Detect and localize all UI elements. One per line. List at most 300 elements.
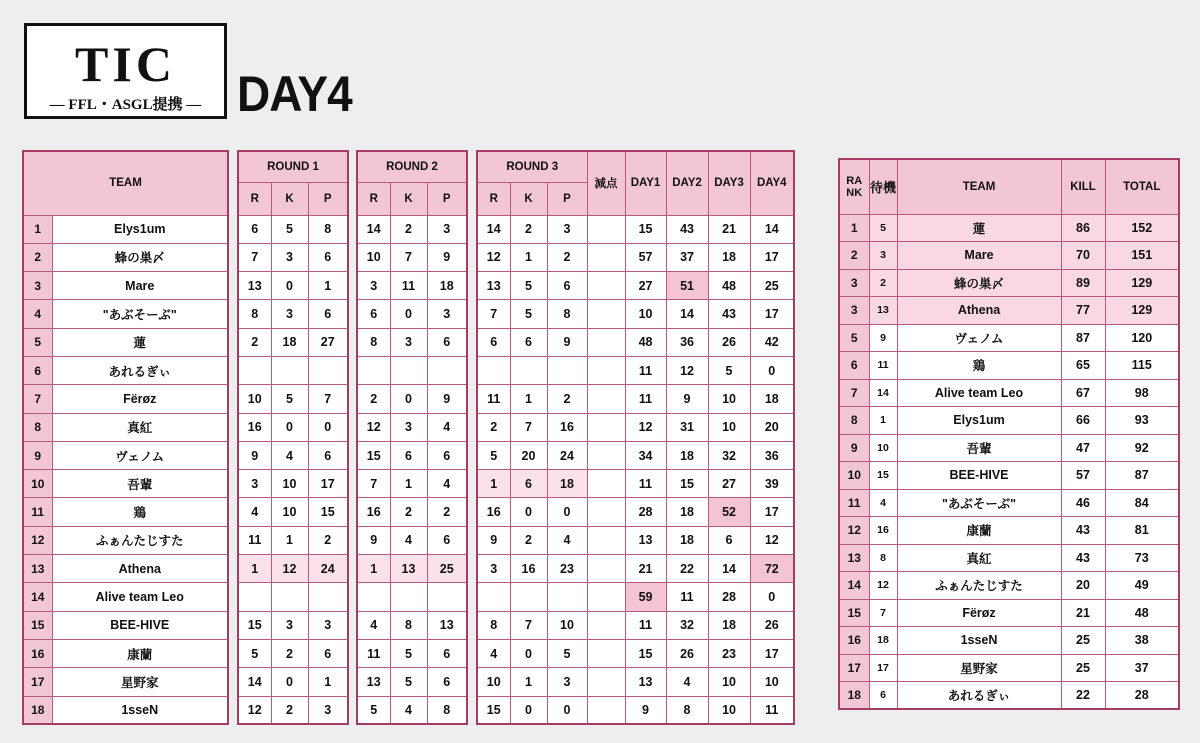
standing-row [839, 214, 1179, 242]
day-cell: 13 [625, 526, 666, 554]
team-rank: 4 [23, 300, 52, 328]
round-cell: 6 [427, 441, 467, 469]
round-cell: 0 [308, 413, 348, 441]
day-cell: 27 [625, 272, 666, 300]
round-cell: 2 [308, 526, 348, 554]
standing-rank: 8 [839, 407, 869, 435]
day-cell: 12 [666, 356, 708, 384]
round-cell: 16 [357, 498, 390, 526]
standing-team: Alive team Leo [897, 379, 1061, 407]
day-cell: 39 [750, 470, 794, 498]
round-cell: 1 [510, 243, 547, 271]
round-cell: 10 [271, 498, 308, 526]
round3-row [477, 356, 794, 384]
day-cell: 57 [625, 243, 666, 271]
round-title: ROUND 2 [357, 151, 467, 182]
round-cell [477, 583, 510, 611]
round-cell: 3 [238, 470, 271, 498]
round-row [238, 526, 348, 554]
round-cell [390, 583, 427, 611]
standing-row [839, 297, 1179, 325]
round-cell [271, 356, 308, 384]
standing-team: 1sseN [897, 627, 1061, 655]
round-cell: 5 [390, 639, 427, 667]
round-cell: 3 [547, 215, 587, 243]
team-rank: 10 [23, 470, 52, 498]
round3-row [477, 215, 794, 243]
round-cell: 4 [238, 498, 271, 526]
standing-rank: 15 [839, 599, 869, 627]
standing-kill: 25 [1061, 654, 1105, 682]
round-cell: 7 [477, 300, 510, 328]
round-col-header: K [510, 182, 547, 215]
round-cell: 0 [271, 272, 308, 300]
standing-row [839, 544, 1179, 572]
standing-total: 49 [1105, 572, 1179, 600]
standing-row [839, 572, 1179, 600]
team-name: Alive team Leo [52, 583, 228, 611]
round-cell: 15 [308, 498, 348, 526]
day-cell: 5 [708, 356, 750, 384]
team-rank: 14 [23, 583, 52, 611]
standing-row [839, 599, 1179, 627]
round-cell: 0 [390, 300, 427, 328]
standing-rank: 17 [839, 654, 869, 682]
standing-total: 115 [1105, 352, 1179, 380]
team-rank: 6 [23, 356, 52, 384]
round-row [357, 696, 467, 724]
round-cell: 3 [427, 215, 467, 243]
team-rank: 2 [23, 243, 52, 271]
round-cell: 4 [427, 470, 467, 498]
round-cell: 2 [271, 639, 308, 667]
standing-total: 98 [1105, 379, 1179, 407]
standing-total: 48 [1105, 599, 1179, 627]
round-cell [427, 583, 467, 611]
round-cell: 2 [477, 413, 510, 441]
standing-rank: 18 [839, 682, 869, 710]
standing-team: 蓮 [897, 214, 1061, 242]
round-cell: 16 [477, 498, 510, 526]
round-cell: 7 [238, 243, 271, 271]
standing-wait: 16 [869, 517, 897, 545]
round-cell [308, 356, 348, 384]
day-cell: 10 [708, 413, 750, 441]
round-cell: 12 [238, 696, 271, 724]
day-cell: 6 [708, 526, 750, 554]
round-cell: 3 [477, 555, 510, 583]
round3-row [477, 526, 794, 554]
standing-rank: 3 [839, 269, 869, 297]
day-cell: 48 [708, 272, 750, 300]
standing-team: 蜂の巣〆 [897, 269, 1061, 297]
round-cell: 24 [308, 555, 348, 583]
round-cell: 9 [477, 526, 510, 554]
round3-row [477, 470, 794, 498]
day-cell: 10 [750, 668, 794, 696]
standing-rank: 10 [839, 462, 869, 490]
round-col-header: P [427, 182, 467, 215]
team-name: 康蘭 [52, 639, 228, 667]
round3-row [477, 243, 794, 271]
team-row [23, 243, 228, 271]
round-cell: 0 [547, 498, 587, 526]
wait-header: 待機 [869, 159, 897, 214]
team-name: 星野家 [52, 668, 228, 696]
team-rank: 8 [23, 413, 52, 441]
day-cell: 42 [750, 328, 794, 356]
round-cell: 9 [238, 441, 271, 469]
round-cell: 1 [510, 385, 547, 413]
standing-kill: 25 [1061, 627, 1105, 655]
penalty-cell [587, 385, 625, 413]
round-cell: 8 [357, 328, 390, 356]
day-cell: 0 [750, 583, 794, 611]
round-row [238, 583, 348, 611]
round-row [238, 385, 348, 413]
round-cell: 10 [357, 243, 390, 271]
round-cell: 5 [477, 441, 510, 469]
round-cell: 4 [271, 441, 308, 469]
round-col-header: P [547, 182, 587, 215]
round-row [357, 498, 467, 526]
day-cell: 20 [750, 413, 794, 441]
round-cell: 0 [271, 413, 308, 441]
team-name: BEE-HIVE [52, 611, 228, 639]
standing-row [839, 352, 1179, 380]
round-cell: 1 [238, 555, 271, 583]
team-name: 蜂の巣〆 [52, 243, 228, 271]
round-cell: 2 [390, 498, 427, 526]
round-cell: 3 [390, 328, 427, 356]
day-cell: 18 [750, 385, 794, 413]
day-cell: 9 [666, 385, 708, 413]
round-cell: 4 [390, 696, 427, 724]
round-cell: 16 [547, 413, 587, 441]
round-cell: 3 [390, 413, 427, 441]
standing-row [839, 682, 1179, 710]
standing-row [839, 434, 1179, 462]
round-cell: 6 [547, 272, 587, 300]
round-cell: 13 [427, 611, 467, 639]
standing-rank: 1 [839, 214, 869, 242]
round-cell: 6 [510, 470, 547, 498]
day-cell: 11 [625, 356, 666, 384]
team-name: ふぁんたじすた [52, 526, 228, 554]
round-cell [427, 356, 467, 384]
team-rank: 13 [23, 555, 52, 583]
standing-row [839, 407, 1179, 435]
round-row [238, 555, 348, 583]
round-cell [238, 583, 271, 611]
round3-day-table [476, 150, 795, 725]
standing-rank: 12 [839, 517, 869, 545]
day-cell: 18 [666, 498, 708, 526]
day-cell: 18 [666, 526, 708, 554]
standing-team: 星野家 [897, 654, 1061, 682]
team-rank: 5 [23, 328, 52, 356]
standing-rank: 5 [839, 324, 869, 352]
round-cell: 5 [510, 300, 547, 328]
day-cell: 26 [666, 639, 708, 667]
round-row [238, 300, 348, 328]
day-cell: 25 [750, 272, 794, 300]
round-cell: 14 [238, 668, 271, 696]
round3-row [477, 385, 794, 413]
standing-row [839, 654, 1179, 682]
round-cell [477, 356, 510, 384]
standing-wait: 14 [869, 379, 897, 407]
round-row [238, 470, 348, 498]
round-cell: 3 [271, 611, 308, 639]
team-rank: 16 [23, 639, 52, 667]
round-row [357, 413, 467, 441]
round-cell: 3 [357, 272, 390, 300]
penalty-header: 減点 [587, 151, 625, 215]
round-cell: 12 [271, 555, 308, 583]
penalty-cell [587, 526, 625, 554]
round-cell: 9 [547, 328, 587, 356]
standing-rank: 16 [839, 627, 869, 655]
day-cell: 11 [750, 696, 794, 724]
team-row [23, 555, 228, 583]
round-row [238, 611, 348, 639]
standing-total: 93 [1105, 407, 1179, 435]
team-name: Elys1um [52, 215, 228, 243]
standing-kill: 43 [1061, 517, 1105, 545]
standing-rank: 3 [839, 297, 869, 325]
standing-rank: 14 [839, 572, 869, 600]
round-cell: 6 [308, 300, 348, 328]
round3-row [477, 583, 794, 611]
day-cell: 13 [625, 668, 666, 696]
standing-rank: 2 [839, 242, 869, 270]
round-cell: 0 [510, 639, 547, 667]
team-rank: 18 [23, 696, 52, 724]
round-row [357, 272, 467, 300]
standing-kill: 21 [1061, 599, 1105, 627]
logo-subtitle: ― FFL・ASGL提携 ― [49, 97, 202, 113]
round-col-header: R [477, 182, 510, 215]
round-cell: 7 [510, 611, 547, 639]
standing-kill: 66 [1061, 407, 1105, 435]
team-row [23, 639, 228, 667]
standing-wait: 9 [869, 324, 897, 352]
round-col-header: P [308, 182, 348, 215]
day-cell: 10 [708, 668, 750, 696]
round-cell: 1 [308, 272, 348, 300]
round-cell: 11 [357, 639, 390, 667]
day-cell: 17 [750, 498, 794, 526]
day-cell: 36 [666, 328, 708, 356]
round-cell [510, 583, 547, 611]
team-row [23, 328, 228, 356]
day-cell: 36 [750, 441, 794, 469]
standing-team: Fërøz [897, 599, 1061, 627]
round-cell: 1 [477, 470, 510, 498]
standing-wait: 5 [869, 214, 897, 242]
round-row [238, 668, 348, 696]
round-cell: 10 [271, 470, 308, 498]
round-cell: 15 [238, 611, 271, 639]
standing-wait: 17 [869, 654, 897, 682]
day-cell: 28 [708, 583, 750, 611]
standing-wait: 12 [869, 572, 897, 600]
team-name: Mare [52, 272, 228, 300]
penalty-cell [587, 583, 625, 611]
round-row [238, 413, 348, 441]
penalty-cell [587, 243, 625, 271]
round-row [238, 441, 348, 469]
standing-total: 84 [1105, 489, 1179, 517]
day-cell: 17 [750, 639, 794, 667]
round3-row [477, 668, 794, 696]
day-cell: 15 [625, 215, 666, 243]
team-row [23, 356, 228, 384]
day-cell: 14 [708, 555, 750, 583]
day-cell: 43 [708, 300, 750, 328]
standing-kill: 43 [1061, 544, 1105, 572]
day-cell: 11 [625, 385, 666, 413]
round-cell [547, 583, 587, 611]
day-cell: 31 [666, 413, 708, 441]
round-cell: 5 [510, 272, 547, 300]
round-cell: 1 [390, 470, 427, 498]
team-name: ヴェノム [52, 441, 228, 469]
standing-rank: 7 [839, 379, 869, 407]
day-cell: 18 [708, 243, 750, 271]
round-cell: 3 [308, 696, 348, 724]
round-row [357, 243, 467, 271]
round-cell: 11 [390, 272, 427, 300]
team-row [23, 526, 228, 554]
penalty-cell [587, 668, 625, 696]
day-cell: 4 [666, 668, 708, 696]
round-cell: 6 [357, 300, 390, 328]
round-cell: 1 [357, 555, 390, 583]
penalty-cell [587, 356, 625, 384]
standing-total: 38 [1105, 627, 1179, 655]
team-row [23, 385, 228, 413]
round-cell: 20 [510, 441, 547, 469]
penalty-cell [587, 272, 625, 300]
standing-total: 151 [1105, 242, 1179, 270]
kill-header: KILL [1061, 159, 1105, 214]
day-cell: 18 [666, 441, 708, 469]
round-cell: 14 [477, 215, 510, 243]
round-cell: 0 [547, 696, 587, 724]
standing-wait: 13 [869, 297, 897, 325]
round-cell: 4 [477, 639, 510, 667]
round-cell: 7 [308, 385, 348, 413]
round-cell: 2 [510, 526, 547, 554]
penalty-cell [587, 696, 625, 724]
round-row [357, 639, 467, 667]
standing-row [839, 627, 1179, 655]
round-cell: 8 [238, 300, 271, 328]
penalty-cell [587, 413, 625, 441]
day-cell: 9 [625, 696, 666, 724]
day-cell: 37 [666, 243, 708, 271]
round-row [238, 328, 348, 356]
day-cell: 59 [625, 583, 666, 611]
day-cell: 34 [625, 441, 666, 469]
round-cell: 17 [308, 470, 348, 498]
penalty-cell [587, 555, 625, 583]
round-cell: 3 [308, 611, 348, 639]
round-cell: 4 [427, 413, 467, 441]
round-cell: 1 [271, 526, 308, 554]
standing-total: 129 [1105, 297, 1179, 325]
round-cell: 3 [547, 668, 587, 696]
standing-total: 81 [1105, 517, 1179, 545]
round-row [357, 668, 467, 696]
day-cell: 51 [666, 272, 708, 300]
round-title: ROUND 1 [238, 151, 348, 182]
team-name: 真紅 [52, 413, 228, 441]
standing-kill: 77 [1061, 297, 1105, 325]
round-cell [238, 356, 271, 384]
standing-team: 吾輩 [897, 434, 1061, 462]
standing-wait: 6 [869, 682, 897, 710]
round1-table [237, 150, 349, 725]
round-row [238, 215, 348, 243]
round-cell: 5 [238, 639, 271, 667]
round-cell: 6 [427, 526, 467, 554]
standing-total: 129 [1105, 269, 1179, 297]
round-cell: 2 [547, 385, 587, 413]
round3-row [477, 555, 794, 583]
standing-wait: 11 [869, 352, 897, 380]
standing-wait: 15 [869, 462, 897, 490]
round-cell [390, 356, 427, 384]
standing-team: Elys1um [897, 407, 1061, 435]
round3-row [477, 639, 794, 667]
standing-rank: 9 [839, 434, 869, 462]
round-cell: 5 [271, 215, 308, 243]
team-rank: 3 [23, 272, 52, 300]
standing-kill: 67 [1061, 379, 1105, 407]
standing-wait: 1 [869, 407, 897, 435]
standing-team: 鶏 [897, 352, 1061, 380]
day-cell: 17 [750, 243, 794, 271]
tournament-logo [24, 23, 227, 119]
round-cell [547, 356, 587, 384]
round-cell: 12 [357, 413, 390, 441]
round-cell: 6 [308, 441, 348, 469]
penalty-cell [587, 441, 625, 469]
day-cell: 12 [750, 526, 794, 554]
round-row [357, 526, 467, 554]
day-cell: 22 [666, 555, 708, 583]
day-cell: 0 [750, 356, 794, 384]
standing-kill: 47 [1061, 434, 1105, 462]
round-row [357, 215, 467, 243]
team-rank: 7 [23, 385, 52, 413]
round-cell: 9 [357, 526, 390, 554]
round-cell: 8 [390, 611, 427, 639]
standing-team: 康蘭 [897, 517, 1061, 545]
round-cell: 8 [427, 696, 467, 724]
day-cell: 12 [625, 413, 666, 441]
round-cell [357, 583, 390, 611]
round-row [238, 639, 348, 667]
round-cell: 8 [308, 215, 348, 243]
round-row [357, 555, 467, 583]
round-cell: 5 [271, 385, 308, 413]
standing-row [839, 517, 1179, 545]
standing-team: BEE-HIVE [897, 462, 1061, 490]
